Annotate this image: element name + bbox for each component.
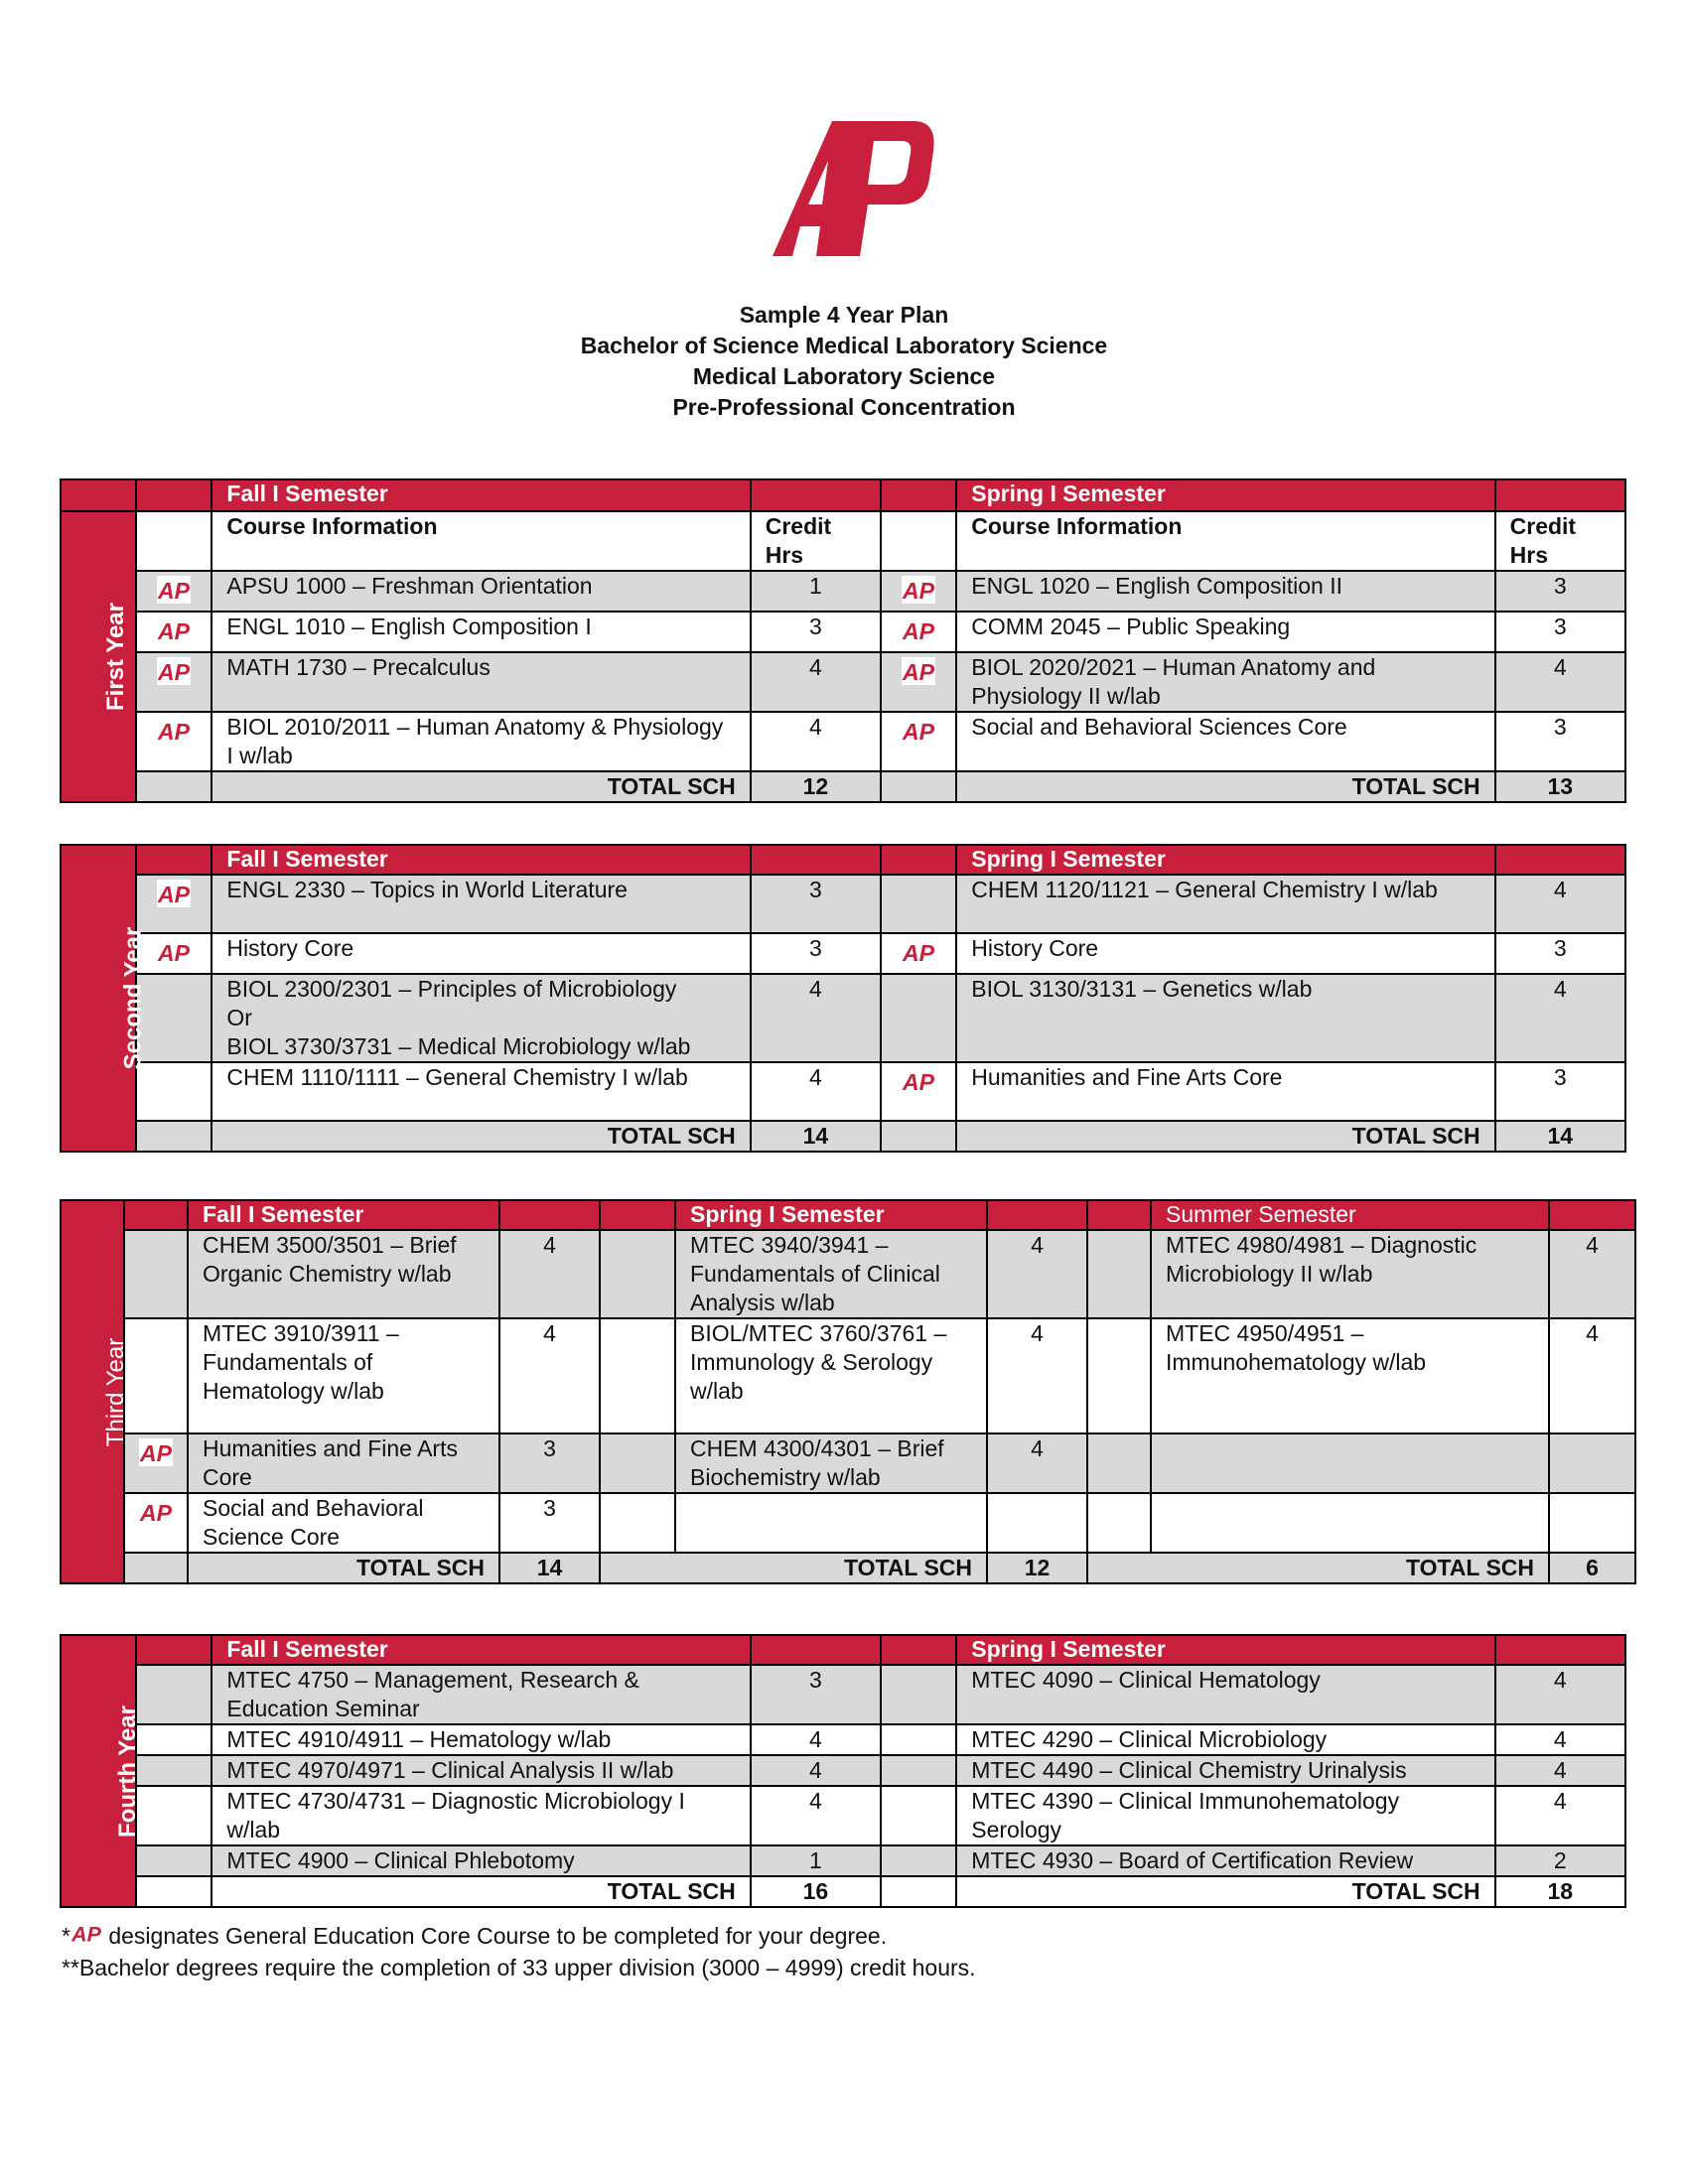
credit-cell: 4 <box>751 1786 881 1845</box>
gen-ed-marker <box>881 612 956 652</box>
heading-line-2: Bachelor of Science Medical Laboratory Science <box>580 333 1108 358</box>
credit-cell: 1 <box>751 1845 881 1876</box>
summer-semester-header: Summer Semester <box>1151 1200 1549 1230</box>
svg-text:AP: AP <box>903 1069 935 1095</box>
year-label: Second Year <box>119 926 147 1070</box>
course-cell: BIOL 3130/3131 – Genetics w/lab <box>956 974 1494 1062</box>
credit-cell <box>987 1493 1087 1553</box>
total-label: TOTAL SCH <box>600 1553 987 1583</box>
course-cell: APSU 1000 – Freshman Orientation <box>211 571 750 612</box>
credit-cell: 3 <box>751 875 881 933</box>
footer-notes <box>62 1920 976 1983</box>
credit-cell <box>1549 1433 1635 1493</box>
course-cell: MTEC 4910/4911 – Hematology w/lab <box>211 1724 750 1755</box>
credit-cell: 3 <box>751 1665 881 1724</box>
gen-ed-ap-icon <box>157 880 191 907</box>
credit-cell: 4 <box>987 1230 1087 1318</box>
course-cell: ENGL 1020 – English Composition II <box>956 571 1494 612</box>
gen-ed-ap-icon <box>902 657 935 685</box>
svg-text:AP: AP <box>158 659 191 685</box>
spring-total: 18 <box>1495 1876 1625 1907</box>
course-cell: MTEC 4290 – Clinical Microbiology <box>956 1724 1494 1755</box>
course-cell: Social and Behavioral Science Core <box>188 1493 499 1553</box>
course-cell: MTEC 3940/3941 – Fundamentals of Clinical Analysis w/lab <box>675 1230 987 1318</box>
fall-semester-header: Fall I Semester <box>211 845 750 875</box>
total-label: TOTAL SCH <box>956 1121 1494 1152</box>
course-cell: Social and Behavioral Sciences Core <box>956 712 1494 771</box>
credit-cell: 4 <box>751 712 881 771</box>
credit-cell: 3 <box>1495 1062 1625 1121</box>
gen-ed-ap-icon <box>70 1920 102 1946</box>
credit-cell: 4 <box>1495 974 1625 1062</box>
total-label: TOTAL SCH <box>956 771 1494 802</box>
total-label: TOTAL SCH <box>211 771 750 802</box>
course-info-header: Course Information <box>211 511 750 571</box>
year-label-cell <box>61 845 147 1152</box>
document-heading <box>0 300 1688 423</box>
course-cell: ENGL 1010 – English Composition I <box>211 612 750 652</box>
upper-division-note: **Bachelor degrees require the completion of 33 upper division (3000 – 4999) credit hours. <box>62 1955 976 1980</box>
course-cell: MTEC 4730/4731 – Diagnostic Microbiology I w/lab <box>211 1786 750 1845</box>
credit-cell: 3 <box>1495 612 1625 652</box>
course-cell: MATH 1730 – Precalculus <box>211 652 750 712</box>
gen-ed-ap-icon <box>157 576 191 604</box>
fourth-year-table <box>60 1634 1626 1908</box>
second-year-table <box>60 844 1626 1153</box>
course-cell: CHEM 4300/4301 – Brief Biochemistry w/lab <box>675 1433 987 1493</box>
gen-ed-note: * AP designates General Education Core Course to be completed for your degree. <box>62 1920 976 1952</box>
credit-cell: 4 <box>751 652 881 712</box>
gen-ed-marker <box>136 612 211 652</box>
credit-cell: 1 <box>751 571 881 612</box>
credit-hrs-header: Credit Hrs <box>1495 511 1625 571</box>
course-cell: MTEC 4930 – Board of Certification Review <box>956 1845 1494 1876</box>
course-cell: COMM 2045 – Public Speaking <box>956 612 1494 652</box>
total-label: TOTAL SCH <box>1087 1553 1549 1583</box>
course-cell: MTEC 4090 – Clinical Hematology <box>956 1665 1494 1724</box>
credit-cell: 3 <box>1495 933 1625 974</box>
year-label-cell <box>61 1635 141 1907</box>
credit-cell: 4 <box>499 1318 600 1433</box>
gen-ed-marker <box>124 1493 188 1553</box>
svg-text:AP: AP <box>158 578 191 604</box>
heading-line-3: Medical Laboratory Science <box>692 363 996 389</box>
spring-semester-header: Spring I Semester <box>675 1200 987 1230</box>
heading-line-1: Sample 4 Year Plan <box>739 302 949 328</box>
credit-cell: 4 <box>1495 1755 1625 1786</box>
course-cell: History Core <box>211 933 750 974</box>
svg-text:AP: AP <box>903 618 935 644</box>
credit-cell: 4 <box>1549 1230 1635 1318</box>
heading-line-4: Pre-Professional Concentration <box>672 394 1016 420</box>
gen-ed-ap-icon <box>157 657 191 685</box>
course-cell: Humanities and Fine Arts Core <box>188 1433 499 1493</box>
credit-cell: 3 <box>751 933 881 974</box>
year-label: First Year <box>101 603 129 711</box>
course-cell: MTEC 4970/4971 – Clinical Analysis II w/lab <box>211 1755 750 1786</box>
spring-total: 12 <box>987 1553 1087 1583</box>
svg-text:AP: AP <box>158 719 191 745</box>
third-year-table <box>60 1199 1636 1584</box>
year-label: Fourth Year <box>113 1705 141 1838</box>
year-label: Third Year <box>102 1337 130 1446</box>
svg-text:AP: AP <box>903 940 935 966</box>
course-cell: BIOL 2020/2021 – Human Anatomy and Physiology II w/lab <box>956 652 1494 712</box>
svg-text:AP: AP <box>140 1440 172 1466</box>
course-cell: CHEM 1110/1111 – General Chemistry I w/lab <box>211 1062 750 1121</box>
credit-cell: 4 <box>987 1318 1087 1433</box>
gen-ed-ap-icon <box>902 717 935 745</box>
fall-total: 12 <box>751 771 881 802</box>
fall-semester-header: Fall I Semester <box>211 1635 750 1665</box>
course-cell: MTEC 4980/4981 – Diagnostic Microbiology II w/lab <box>1151 1230 1549 1318</box>
gen-ed-marker <box>136 571 211 612</box>
course-cell: History Core <box>956 933 1494 974</box>
fall-semester-header: Fall I Semester <box>211 479 750 511</box>
credit-cell: 4 <box>499 1230 600 1318</box>
fall-total: 14 <box>499 1553 600 1583</box>
credit-cell: 3 <box>499 1433 600 1493</box>
year-label-cell <box>61 511 136 802</box>
course-cell <box>1151 1493 1549 1553</box>
course-cell: CHEM 1120/1121 – General Chemistry I w/lab <box>956 875 1494 933</box>
apsu-logo <box>755 109 943 268</box>
credit-cell: 4 <box>1495 652 1625 712</box>
gen-ed-marker <box>881 1062 956 1121</box>
total-label: TOTAL SCH <box>956 1876 1494 1907</box>
first-year-table <box>60 478 1626 803</box>
year-label-cell <box>61 1200 130 1583</box>
svg-text:AP: AP <box>158 940 191 966</box>
svg-text:AP: AP <box>140 1500 172 1526</box>
credit-cell: 4 <box>1495 875 1625 933</box>
gen-ed-ap-icon <box>139 1498 173 1526</box>
fall-total: 14 <box>751 1121 881 1152</box>
gen-ed-marker <box>881 933 956 974</box>
course-cell: ENGL 2330 – Topics in World Literature <box>211 875 750 933</box>
credit-cell: 2 <box>1495 1845 1625 1876</box>
svg-text:AP: AP <box>903 578 935 604</box>
course-cell: Humanities and Fine Arts Core <box>956 1062 1494 1121</box>
course-cell: MTEC 4490 – Clinical Chemistry Urinalysis <box>956 1755 1494 1786</box>
spring-semester-header: Spring I Semester <box>956 845 1494 875</box>
gen-ed-marker <box>881 571 956 612</box>
summer-total: 6 <box>1549 1553 1635 1583</box>
gen-ed-ap-icon <box>902 616 935 644</box>
svg-text:AP: AP <box>903 719 935 745</box>
credit-cell: 3 <box>751 612 881 652</box>
course-cell: MTEC 4900 – Clinical Phlebotomy <box>211 1845 750 1876</box>
spring-total: 13 <box>1495 771 1625 802</box>
gen-ed-marker <box>124 1433 188 1493</box>
course-cell <box>675 1493 987 1553</box>
course-cell: MTEC 3910/3911 – Fundamentals of Hematology w/lab <box>188 1318 499 1433</box>
course-cell: MTEC 4390 – Clinical Immunohematology Serology <box>956 1786 1494 1845</box>
course-cell: BIOL 2300/2301 – Principles of Microbiology Or BIOL 3730/3731 – Medical Microbiology w/lab <box>211 974 750 1062</box>
credit-cell: 4 <box>751 1724 881 1755</box>
svg-text:AP: AP <box>71 1922 101 1946</box>
spring-semester-header: Spring I Semester <box>956 479 1494 511</box>
course-cell: MTEC 4750 – Management, Research & Education Seminar <box>211 1665 750 1724</box>
course-cell: BIOL/MTEC 3760/3761 – Immunology & Serology w/lab <box>675 1318 987 1433</box>
credit-cell <box>1549 1493 1635 1553</box>
credit-cell: 4 <box>1495 1786 1625 1845</box>
gen-ed-marker <box>136 875 211 933</box>
gen-ed-marker <box>881 712 956 771</box>
credit-cell: 4 <box>1495 1724 1625 1755</box>
total-label: TOTAL SCH <box>211 1876 750 1907</box>
course-info-header: Course Information <box>956 511 1494 571</box>
credit-cell: 3 <box>1495 571 1625 612</box>
spring-total: 14 <box>1495 1121 1625 1152</box>
gen-ed-ap-icon <box>139 1438 173 1466</box>
credit-cell: 4 <box>751 1062 881 1121</box>
gen-ed-marker <box>136 652 211 712</box>
total-label: TOTAL SCH <box>188 1553 499 1583</box>
gen-ed-ap-icon <box>157 938 191 966</box>
credit-cell: 4 <box>751 974 881 1062</box>
course-cell: CHEM 3500/3501 – Brief Organic Chemistry w/lab <box>188 1230 499 1318</box>
credit-cell: 4 <box>1549 1318 1635 1433</box>
svg-text:AP: AP <box>158 618 191 644</box>
fall-semester-header: Fall I Semester <box>188 1200 499 1230</box>
credit-cell: 3 <box>499 1493 600 1553</box>
gen-ed-ap-icon <box>902 938 935 966</box>
total-label: TOTAL SCH <box>211 1121 750 1152</box>
svg-text:AP: AP <box>903 659 935 685</box>
gen-ed-ap-icon <box>157 717 191 745</box>
course-cell: BIOL 2010/2011 – Human Anatomy & Physiology I w/lab <box>211 712 750 771</box>
credit-hrs-header: Credit Hrs <box>751 511 881 571</box>
fall-total: 16 <box>751 1876 881 1907</box>
credit-cell: 3 <box>1495 712 1625 771</box>
credit-cell: 4 <box>1495 1665 1625 1724</box>
gen-ed-ap-icon <box>902 576 935 604</box>
course-cell <box>1151 1433 1549 1493</box>
gen-ed-marker <box>136 712 211 771</box>
gen-ed-marker <box>136 933 211 974</box>
spring-semester-header: Spring I Semester <box>956 1635 1494 1665</box>
gen-ed-marker <box>881 652 956 712</box>
course-cell: MTEC 4950/4951 – Immunohematology w/lab <box>1151 1318 1549 1433</box>
gen-ed-ap-icon <box>157 616 191 644</box>
credit-cell: 4 <box>987 1433 1087 1493</box>
credit-cell: 4 <box>751 1755 881 1786</box>
svg-text:AP: AP <box>158 882 191 907</box>
gen-ed-ap-icon <box>902 1067 935 1095</box>
